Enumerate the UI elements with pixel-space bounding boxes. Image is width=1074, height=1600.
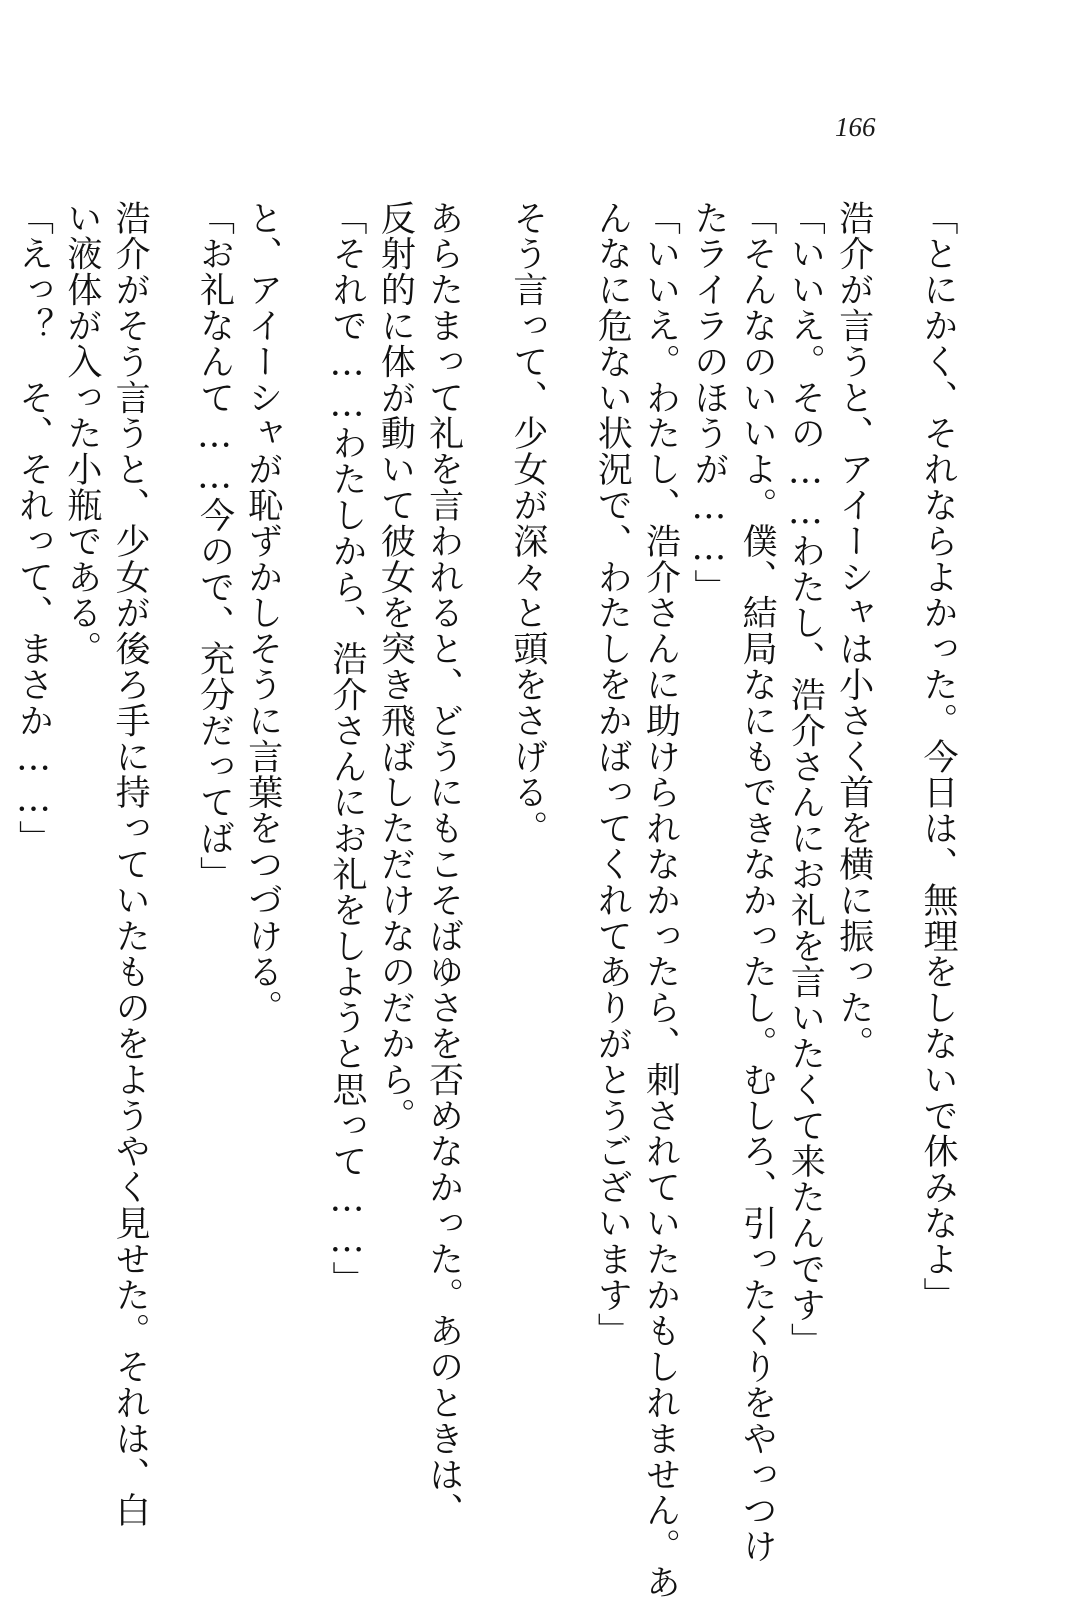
text-line — [0, 200, 9, 1460]
text-line: と、アイーシャが恥ずかしそうに言葉をつづける。 — [242, 200, 283, 1026]
text-line: い液体が入った小瓶である。 — [61, 200, 102, 667]
page-number: 166 — [835, 112, 876, 142]
text-line: 浩介がそう言うと、少女が後ろ手に持っていたものをようやく見せた。それは、白 — [110, 200, 151, 1529]
text-line: あらたまって礼を言われると、どうにもこそばゆさを否めなかった。あのときは、 — [423, 200, 464, 1529]
vertical-text-body — [0, 200, 962, 1600]
text-line: 「そんなのいいよ。僕、結局なにもできなかったし。むしろ、引ったくりをやっつけ — [737, 200, 778, 1565]
text-line: んなに危ない状況で、わたしをかばってくれてありがとうございます」 — [592, 200, 633, 1349]
text-line: 浩介が言うと、アイーシャは小さく首を横に振った。 — [833, 200, 874, 1062]
text-line: たライラのほうが……」 — [688, 200, 729, 605]
text-line: 反射的に体が動いて彼女を突き飛ばしただけなのだから。 — [375, 200, 416, 1134]
text-line: 「いいえ。わたし、浩介さんに助けられなかったら、刺されていたかもしれません。あ — [640, 200, 681, 1600]
text-line: 「それで……わたしから、浩介さんにお礼をしようと思って……」 — [327, 200, 368, 1297]
text-line: 「お礼なんて……今ので、充分だってば」 — [194, 200, 235, 893]
text-line: 「とにかく、それならよかった。今日は、無理をしないで休みなよ」 — [918, 200, 958, 1313]
text-line: 「えっ？ そ、それって、まさか……」 — [13, 200, 54, 857]
text-line: 「いいえ。その……わたし、浩介さんにお礼を言いたくて来たんです」 — [785, 200, 826, 1359]
text-line: そう言って、少女が深々と頭をさげる。 — [507, 200, 548, 847]
